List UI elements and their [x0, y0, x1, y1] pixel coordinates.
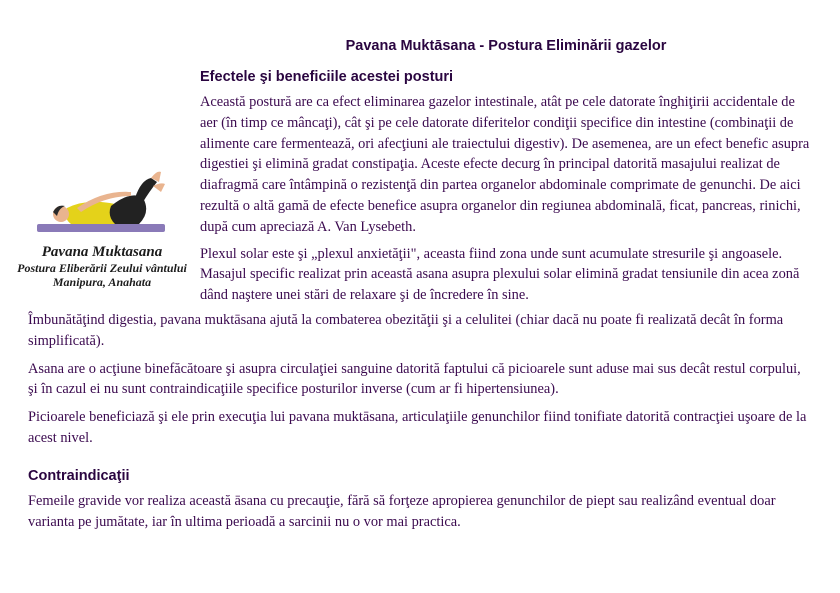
page-title: Pavana Muktāsana - Postura Eliminării gazelor [345, 38, 667, 54]
pose-figure [8, 168, 196, 289]
benefits-paragraph-5: Picioarele beneficiază şi ele prin execuţia lui pavana muktāsana, articulaţiile genunchilor fiind tonifiate datorită contracţiei uşoare de la acest nivel. [28, 409, 807, 446]
benefits-paragraph-1: Această postură are ca efect eliminarea gazelor intestinale, atât pe cele datorate înghiţirii accidentale de aer (în timp ce mâncaţi), cât şi pe cele datorate diferitelor condiţii specifice din intestine (combinaţii de alimente care fermentează, ori afecţiuni ale traiectului digestiv). De asemenea, are un efect benefic asupra digestiei şi elimină gradat constipaţia. Aceste efecte decurg în principal datorită masajului realizat de diafragmă care întâmpină o rezistenţă din partea organelor abdominale comprimate de genunchi. De aici rezultă o altă gamă de efecte benefice asupra organelor din regiunea abdominală, ficat, pancreas, rinichi, după cum apreciază A. Van Lysebeth. [200, 94, 810, 235]
benefits-section-bottom [28, 310, 812, 539]
contraindications-paragraph: Femeile gravide vor realiza această āsana cu precauţie, fără să forţeze apropierea genunchilor de piept sau realizând eventual doar varianta pe jumătate, iar în ultima perioadă a sarcinii nu o vor mai practica. [28, 492, 776, 530]
figure-caption-name: Pavana Muktasana [41, 244, 163, 260]
benefits-section-top [200, 66, 812, 312]
benefits-heading: Efectele şi beneficiile acestei posturi [200, 69, 454, 85]
benefits-paragraph-3: Îmbunătăţind digestia, pavana muktāsana ajută la combaterea obezităţii şi a celulitei (chiar dacă nu poate fi realizată decât în forma simplificată). [28, 312, 784, 349]
benefits-paragraph-4: Asana are o acţiune binefăcătoare şi asupra circulaţiei sanguine datorită faptului că picioarele sunt aduse mai sus decât restul corpului, şi în cazul ei nu sunt contraindicaţiile specifice posturilor inverse (cum ar fi hipertensiunea). [28, 360, 801, 398]
contraindications-heading: Contraindicaţii [28, 467, 130, 484]
figure-caption-chakras: Manipura, Anahata [52, 275, 152, 289]
yoga-pose-illustration [27, 168, 177, 240]
benefits-paragraph-2: Plexul solar este şi „plexul anxietăţii", aceasta fiind zona unde sunt acumulate stresurile şi angoasele. Masajul specific realizat prin această asana asupra plexului solar elimină gradat tensiunile din acea zonă dând naştere unei stări de relaxare şi de încredere în sine. [200, 245, 800, 304]
figure-caption-subtitle: Postura Eliberării Zeului vântului [17, 261, 187, 275]
